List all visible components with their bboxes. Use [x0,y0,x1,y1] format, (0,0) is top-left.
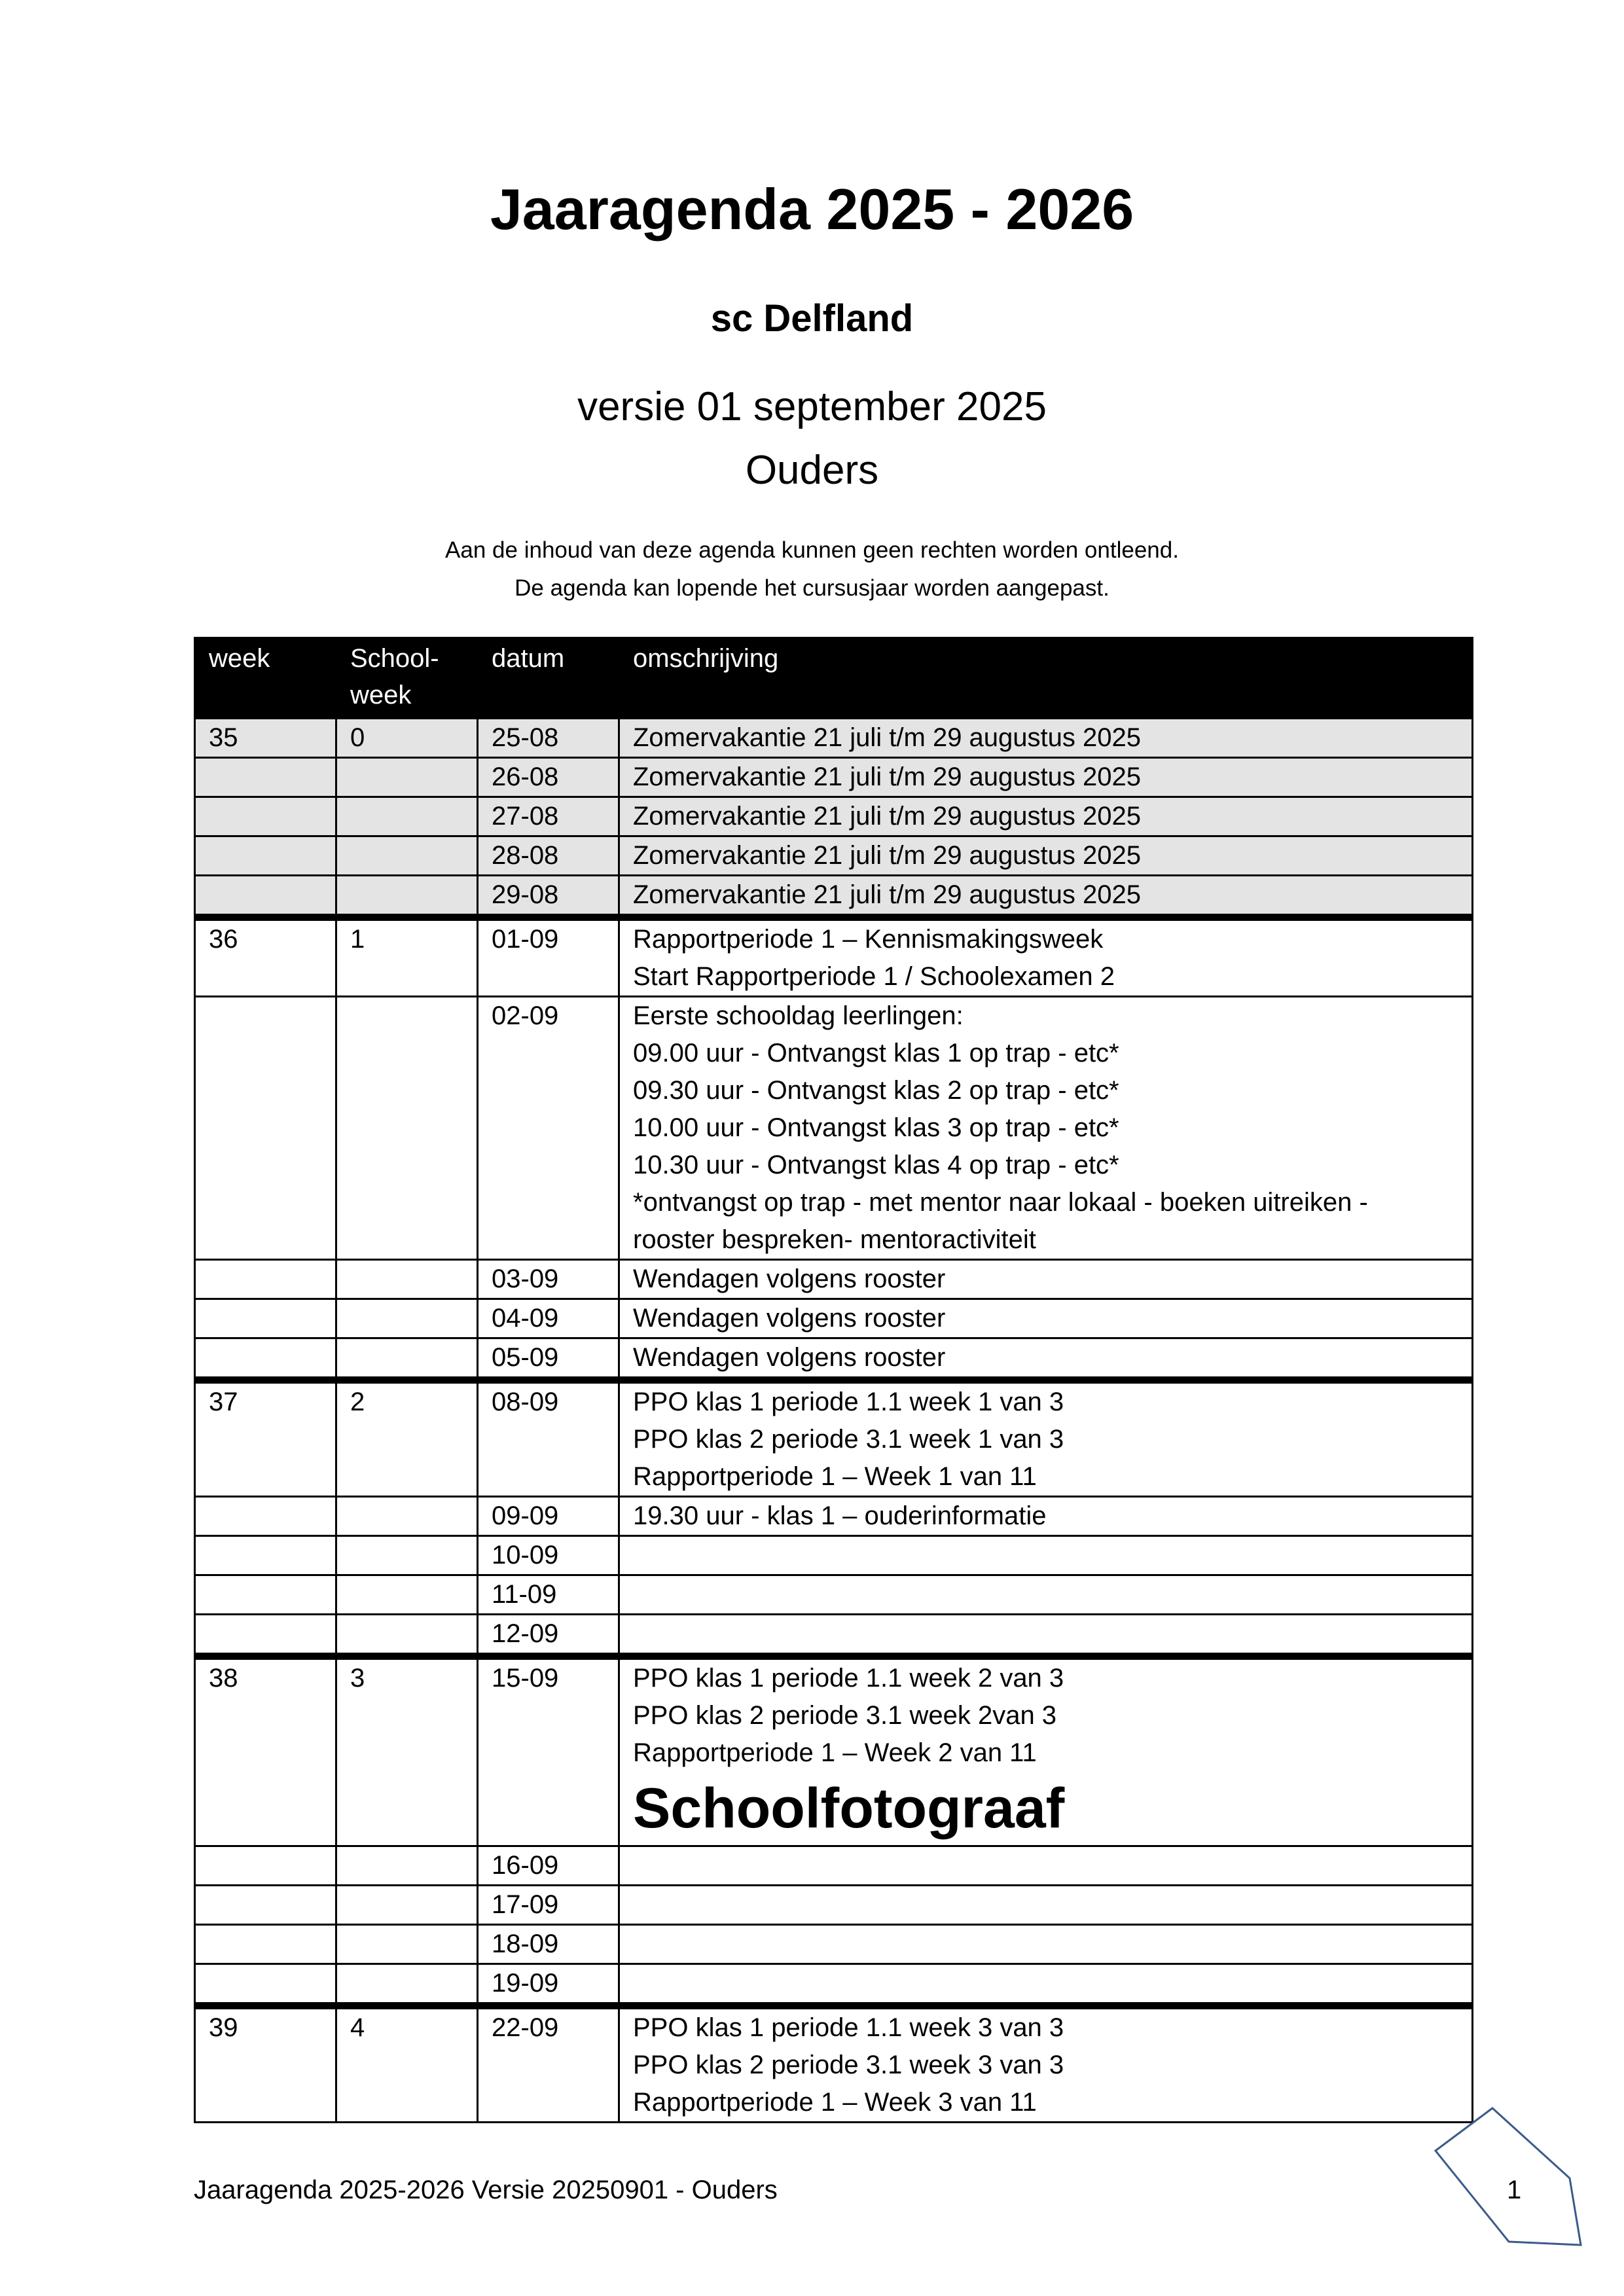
table-row [195,1925,1473,1964]
table-header-row [195,638,1473,719]
cell-week [195,876,336,918]
table-row [195,1380,1473,1497]
cell-schoolweek [336,1846,478,1886]
cell-datum: 17-09 [478,1886,619,1925]
cell-omschrijving [619,1299,1473,1338]
description-line: Rapportperiode 1 – Week 1 van 11 [633,1462,1037,1491]
cell-schoolweek: 0 [336,719,478,758]
cell-datum: 19-09 [478,1964,619,2006]
cell-datum: 04-09 [478,1299,619,1338]
description-line: PPO klas 1 periode 1.1 week 1 van 3 [633,1388,1064,1416]
table-row [195,836,1473,876]
description-line: Wendagen volgens rooster [633,1343,946,1372]
description-line: PPO klas 2 periode 3.1 week 2van 3 [633,1701,1057,1730]
column-header-week: week [195,638,336,719]
table-row [195,1497,1473,1536]
cell-week [195,997,336,1260]
cell-week [195,1886,336,1925]
cell-schoolweek [336,758,478,797]
cell-datum: 02-09 [478,997,619,1260]
cell-datum: 03-09 [478,1260,619,1299]
table-row [195,876,1473,918]
description-line: PPO klas 2 periode 3.1 week 1 van 3 [633,1425,1064,1454]
cell-week [195,1575,336,1615]
page-number: 1 [1507,2176,1522,2204]
column-header-schoolweek [336,638,478,719]
cell-schoolweek [336,1338,478,1380]
cell-omschrijving [619,876,1473,918]
table-row [195,1615,1473,1657]
cell-week [195,836,336,876]
description-line: 10.00 uur - Ontvangst klas 3 op trap - etc* [633,1113,1119,1142]
cell-omschrijving [619,1925,1473,1964]
cell-week [195,797,336,836]
cell-week [195,758,336,797]
cell-datum: 27-08 [478,797,619,836]
cell-datum: 16-09 [478,1846,619,1886]
cell-schoolweek [336,836,478,876]
cell-week [195,1536,336,1575]
document-title: Jaaragenda 2025 - 2026 [490,177,1134,242]
table-row [195,997,1473,1260]
column-header-schoolweek-line-1: School- [350,644,439,673]
column-header-schoolweek-line-2: week [350,681,412,709]
description-line: 09.30 uur - Ontvangst klas 2 op trap - etc* [633,1076,1119,1105]
cell-datum: 11-09 [478,1575,619,1615]
cell-schoolweek [336,876,478,918]
version-line: versie 01 september 2025 [577,384,1047,429]
description-line: Zomervakantie 21 juli t/m 29 augustus 2025 [633,880,1141,909]
cell-omschrijving [619,1260,1473,1299]
cell-omschrijving [619,997,1473,1260]
table-row [195,758,1473,797]
school-name: sc Delfland [710,297,914,340]
disclaimer-line-1: Aan de inhoud van deze agenda kunnen geen rechten worden ontleend. [445,537,1179,563]
cell-datum: 12-09 [478,1615,619,1657]
table-row [195,1260,1473,1299]
cell-schoolweek: 1 [336,918,478,997]
cell-week: 35 [195,719,336,758]
cell-week [195,1260,336,1299]
cell-schoolweek [336,1615,478,1657]
cell-schoolweek [336,1575,478,1615]
table-row [195,1846,1473,1886]
table-row [195,2006,1473,2123]
description-line: *ontvangst op trap - met mentor naar lokaal - boeken uitreiken - [633,1188,1368,1217]
cell-schoolweek [336,1260,478,1299]
column-header-datum: datum [478,638,619,719]
description-line: rooster bespreken- mentoractiviteit [633,1225,1036,1254]
cell-schoolweek [336,1299,478,1338]
cell-omschrijving [619,1536,1473,1575]
cell-omschrijving [619,1657,1473,1846]
description-line: Rapportperiode 1 – Kennismakingsweek [633,925,1104,954]
cell-schoolweek [336,1925,478,1964]
cell-datum: 18-09 [478,1925,619,1964]
cell-datum: 29-08 [478,876,619,918]
cell-datum: 26-08 [478,758,619,797]
cell-schoolweek [336,797,478,836]
description-line: Eerste schooldag leerlingen: [633,1001,964,1030]
description-line: Rapportperiode 1 – Week 3 van 11 [633,2088,1037,2117]
cell-schoolweek: 4 [336,2006,478,2123]
description-line: Zomervakantie 21 juli t/m 29 augustus 2025 [633,841,1141,870]
cell-week: 36 [195,918,336,997]
cell-week: 38 [195,1657,336,1846]
description-line: Start Rapportperiode 1 / Schoolexamen 2 [633,962,1115,991]
table-row [195,1964,1473,2006]
highlight-event: Schoolfotograaf [633,1777,1065,1840]
cell-schoolweek [336,1536,478,1575]
cell-omschrijving [619,1846,1473,1886]
cell-schoolweek [336,997,478,1260]
cell-omschrijving [619,1964,1473,2006]
cell-datum: 22-09 [478,2006,619,2123]
cell-omschrijving [619,1886,1473,1925]
table-row [195,719,1473,758]
table-row [195,1536,1473,1575]
cell-schoolweek: 2 [336,1380,478,1497]
cell-datum: 15-09 [478,1657,619,1846]
cell-omschrijving [619,1497,1473,1536]
description-line: PPO klas 1 periode 1.1 week 2 van 3 [633,1664,1064,1693]
disclaimer-line-2: De agenda kan lopende het cursusjaar worden aangepast. [514,575,1110,601]
agenda-table-body [195,719,1473,2123]
cell-schoolweek: 3 [336,1657,478,1846]
audience-line: Ouders [745,448,879,493]
cell-datum: 01-09 [478,918,619,997]
table-row [195,1657,1473,1846]
table-row [195,1338,1473,1380]
description-line: 09.00 uur - Ontvangst klas 1 op trap - etc* [633,1039,1119,1067]
cell-datum: 08-09 [478,1380,619,1497]
cell-week [195,1964,336,2006]
table-row [195,918,1473,997]
cell-omschrijving [619,1338,1473,1380]
cell-schoolweek [336,1497,478,1536]
description-line: PPO klas 2 periode 3.1 week 3 van 3 [633,2051,1064,2079]
cell-datum: 28-08 [478,836,619,876]
cell-week: 37 [195,1380,336,1497]
cell-week [195,1497,336,1536]
cell-omschrijving [619,1615,1473,1657]
cell-week [195,1846,336,1886]
cell-datum: 25-08 [478,719,619,758]
description-line: Zomervakantie 21 juli t/m 29 augustus 2025 [633,762,1141,791]
cell-week [195,1925,336,1964]
cell-week [195,1338,336,1380]
cell-omschrijving [619,797,1473,836]
cell-schoolweek [336,1964,478,2006]
description-line: Wendagen volgens rooster [633,1265,946,1293]
cell-omschrijving [619,836,1473,876]
table-row [195,797,1473,836]
cell-datum: 09-09 [478,1497,619,1536]
cell-schoolweek [336,1886,478,1925]
table-row [195,1886,1473,1925]
footer-text: Jaaragenda 2025-2026 Versie 20250901 - Ouders [194,2176,778,2204]
cell-datum: 05-09 [478,1338,619,1380]
description-line: 10.30 uur - Ontvangst klas 4 op trap - etc* [633,1151,1119,1179]
cell-omschrijving [619,719,1473,758]
description-line: Zomervakantie 21 juli t/m 29 augustus 2025 [633,802,1141,831]
description-line: PPO klas 1 periode 1.1 week 3 van 3 [633,2013,1064,2042]
description-line: 19.30 uur - klas 1 – ouderinformatie [633,1501,1047,1530]
description-line: Rapportperiode 1 – Week 2 van 11 [633,1738,1037,1767]
cell-omschrijving [619,1575,1473,1615]
table-row [195,1299,1473,1338]
cell-omschrijving [619,1380,1473,1497]
agenda-table [194,637,1473,2123]
cell-datum: 10-09 [478,1536,619,1575]
cell-week [195,1615,336,1657]
cell-week [195,1299,336,1338]
table-row [195,1575,1473,1615]
cell-omschrijving [619,918,1473,997]
description-line: Zomervakantie 21 juli t/m 29 augustus 2025 [633,723,1141,752]
cell-omschrijving [619,2006,1473,2123]
cell-omschrijving [619,758,1473,797]
cell-week: 39 [195,2006,336,2123]
column-header-omschrijving: omschrijving [619,638,1473,719]
description-line: Wendagen volgens rooster [633,1304,946,1333]
